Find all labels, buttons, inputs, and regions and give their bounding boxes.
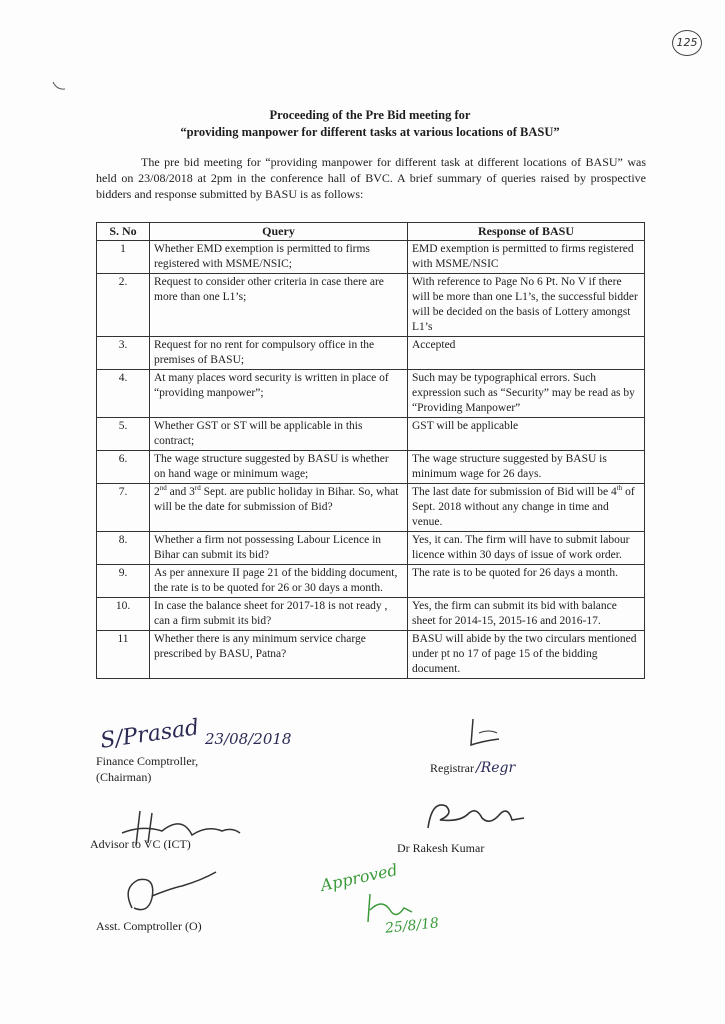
finance-title: Finance Comptroller,	[96, 754, 199, 768]
heading-line-2: “providing manpower for different tasks at various locations of BASU”	[180, 125, 560, 139]
table-row	[97, 241, 645, 274]
row-query: As per annexure II page 21 of the bidding document, the rate is to be quoted for 26 or 30 days a month.	[150, 565, 408, 598]
finance-signature-date: 23/08/2018	[205, 730, 292, 748]
row-sno: 8.	[97, 532, 150, 565]
row-sno: 1	[97, 241, 150, 274]
page-heading	[100, 107, 640, 141]
table-row	[97, 370, 645, 418]
advisor-block	[90, 836, 191, 852]
finance-signature: S/Prasad	[98, 715, 201, 754]
page-number: 125	[672, 30, 702, 56]
row-response: Yes, the firm can submit its bid with balance sheet for 2014-15, 2015-16 and 2016-17.	[408, 598, 645, 631]
table-row	[97, 598, 645, 631]
registrar-signature	[463, 715, 513, 755]
table-row	[97, 484, 645, 532]
table-header-row	[97, 223, 645, 241]
registrar-title: Registrar	[430, 761, 474, 775]
row-query: Whether a firm not possessing Labour Licence in Bihar can submit its bid?	[150, 532, 408, 565]
approval-note: Approved	[318, 860, 400, 895]
heading-line-1: Proceeding of the Pre Bid meeting for	[269, 108, 471, 122]
row-sno: 6.	[97, 451, 150, 484]
table-row	[97, 532, 645, 565]
asst-title: Asst. Comptroller (O)	[96, 919, 202, 933]
row-response: Such may be typographical errors. Such expression such as “Security” may be read as by “Providing Manpower”	[408, 370, 645, 418]
table-row	[97, 274, 645, 337]
query-table	[96, 222, 645, 679]
asst-block	[96, 918, 202, 934]
intro-text: The pre bid meeting for “providing manpower for different task at different locations of BASU” was held on 23/08/2018 at 2pm in the conference hall of BVC. A brief summary of queries raised by prospective bidders and response submitted by BASU is as follows:	[96, 155, 646, 201]
row-sno: 7.	[97, 484, 150, 532]
header-sno: S. No	[97, 223, 150, 241]
row-response: Accepted	[408, 337, 645, 370]
row-response: The wage structure suggested by BASU is minimum wage for 26 days.	[408, 451, 645, 484]
finance-block	[96, 753, 198, 785]
advisor-title: Advisor to VC (ICT)	[90, 837, 191, 851]
rakesh-block	[397, 840, 484, 856]
row-sno: 2.	[97, 274, 150, 337]
row-response: EMD exemption is permitted to firms registered with MSME/NSIC	[408, 241, 645, 274]
asst-comptroller-signature	[112, 868, 222, 923]
row-response: GST will be applicable	[408, 418, 645, 451]
row-response: BASU will abide by the two circulars mentioned under pt no 17 of page 15 of the bidding document.	[408, 631, 645, 679]
margin-mark	[52, 80, 66, 92]
rakesh-signature	[420, 792, 530, 842]
row-query: Request for no rent for compulsory office in the premises of BASU;	[150, 337, 408, 370]
header-query: Query	[150, 223, 408, 241]
row-query: Whether EMD exemption is permitted to firms registered with MSME/NSIC;	[150, 241, 408, 274]
table-row	[97, 631, 645, 679]
row-query: Whether there is any minimum service charge prescribed by BASU, Patna?	[150, 631, 408, 679]
row-sno: 11	[97, 631, 150, 679]
registrar-hand-note: /Regr	[476, 760, 516, 776]
row-response: The rate is to be quoted for 26 days a month.	[408, 565, 645, 598]
table-row	[97, 565, 645, 598]
header-response: Response of BASU	[408, 223, 645, 241]
row-query: In case the balance sheet for 2017-18 is not ready , can a firm submit its bid?	[150, 598, 408, 631]
row-response: The last date for submission of Bid will be 4th of Sept. 2018 without any change in time and venue.	[408, 484, 645, 532]
row-query: Request to consider other criteria in case there are more than one L1’s;	[150, 274, 408, 337]
row-sno: 10.	[97, 598, 150, 631]
approval-date: 25/8/18	[384, 915, 440, 937]
row-response: Yes, it can. The firm will have to submit labour licence within 30 days of issue of work order.	[408, 532, 645, 565]
finance-role: (Chairman)	[96, 770, 152, 784]
row-query: The wage structure suggested by BASU is whether on hand wage or minimum wage;	[150, 451, 408, 484]
row-query: At many places word security is written in place of “providing manpower”;	[150, 370, 408, 418]
row-sno: 3.	[97, 337, 150, 370]
row-sno: 4.	[97, 370, 150, 418]
row-response: With reference to Page No 6 Pt. No V if there will be more than one L1’s, the successful bidder will be decided on the basis of Lottery amongst L1’s	[408, 274, 645, 337]
rakesh-title: Dr Rakesh Kumar	[397, 841, 485, 855]
intro-paragraph	[96, 154, 646, 202]
row-query: Whether GST or ST will be applicable in this contract;	[150, 418, 408, 451]
row-query: 2nd and 3rd Sept. are public holiday in Bihar. So, what will be the date for submission of Bid?	[150, 484, 408, 532]
row-sno: 9.	[97, 565, 150, 598]
table-row	[97, 418, 645, 451]
table-row	[97, 451, 645, 484]
row-sno: 5.	[97, 418, 150, 451]
table-row	[97, 337, 645, 370]
registrar-block	[430, 760, 515, 776]
